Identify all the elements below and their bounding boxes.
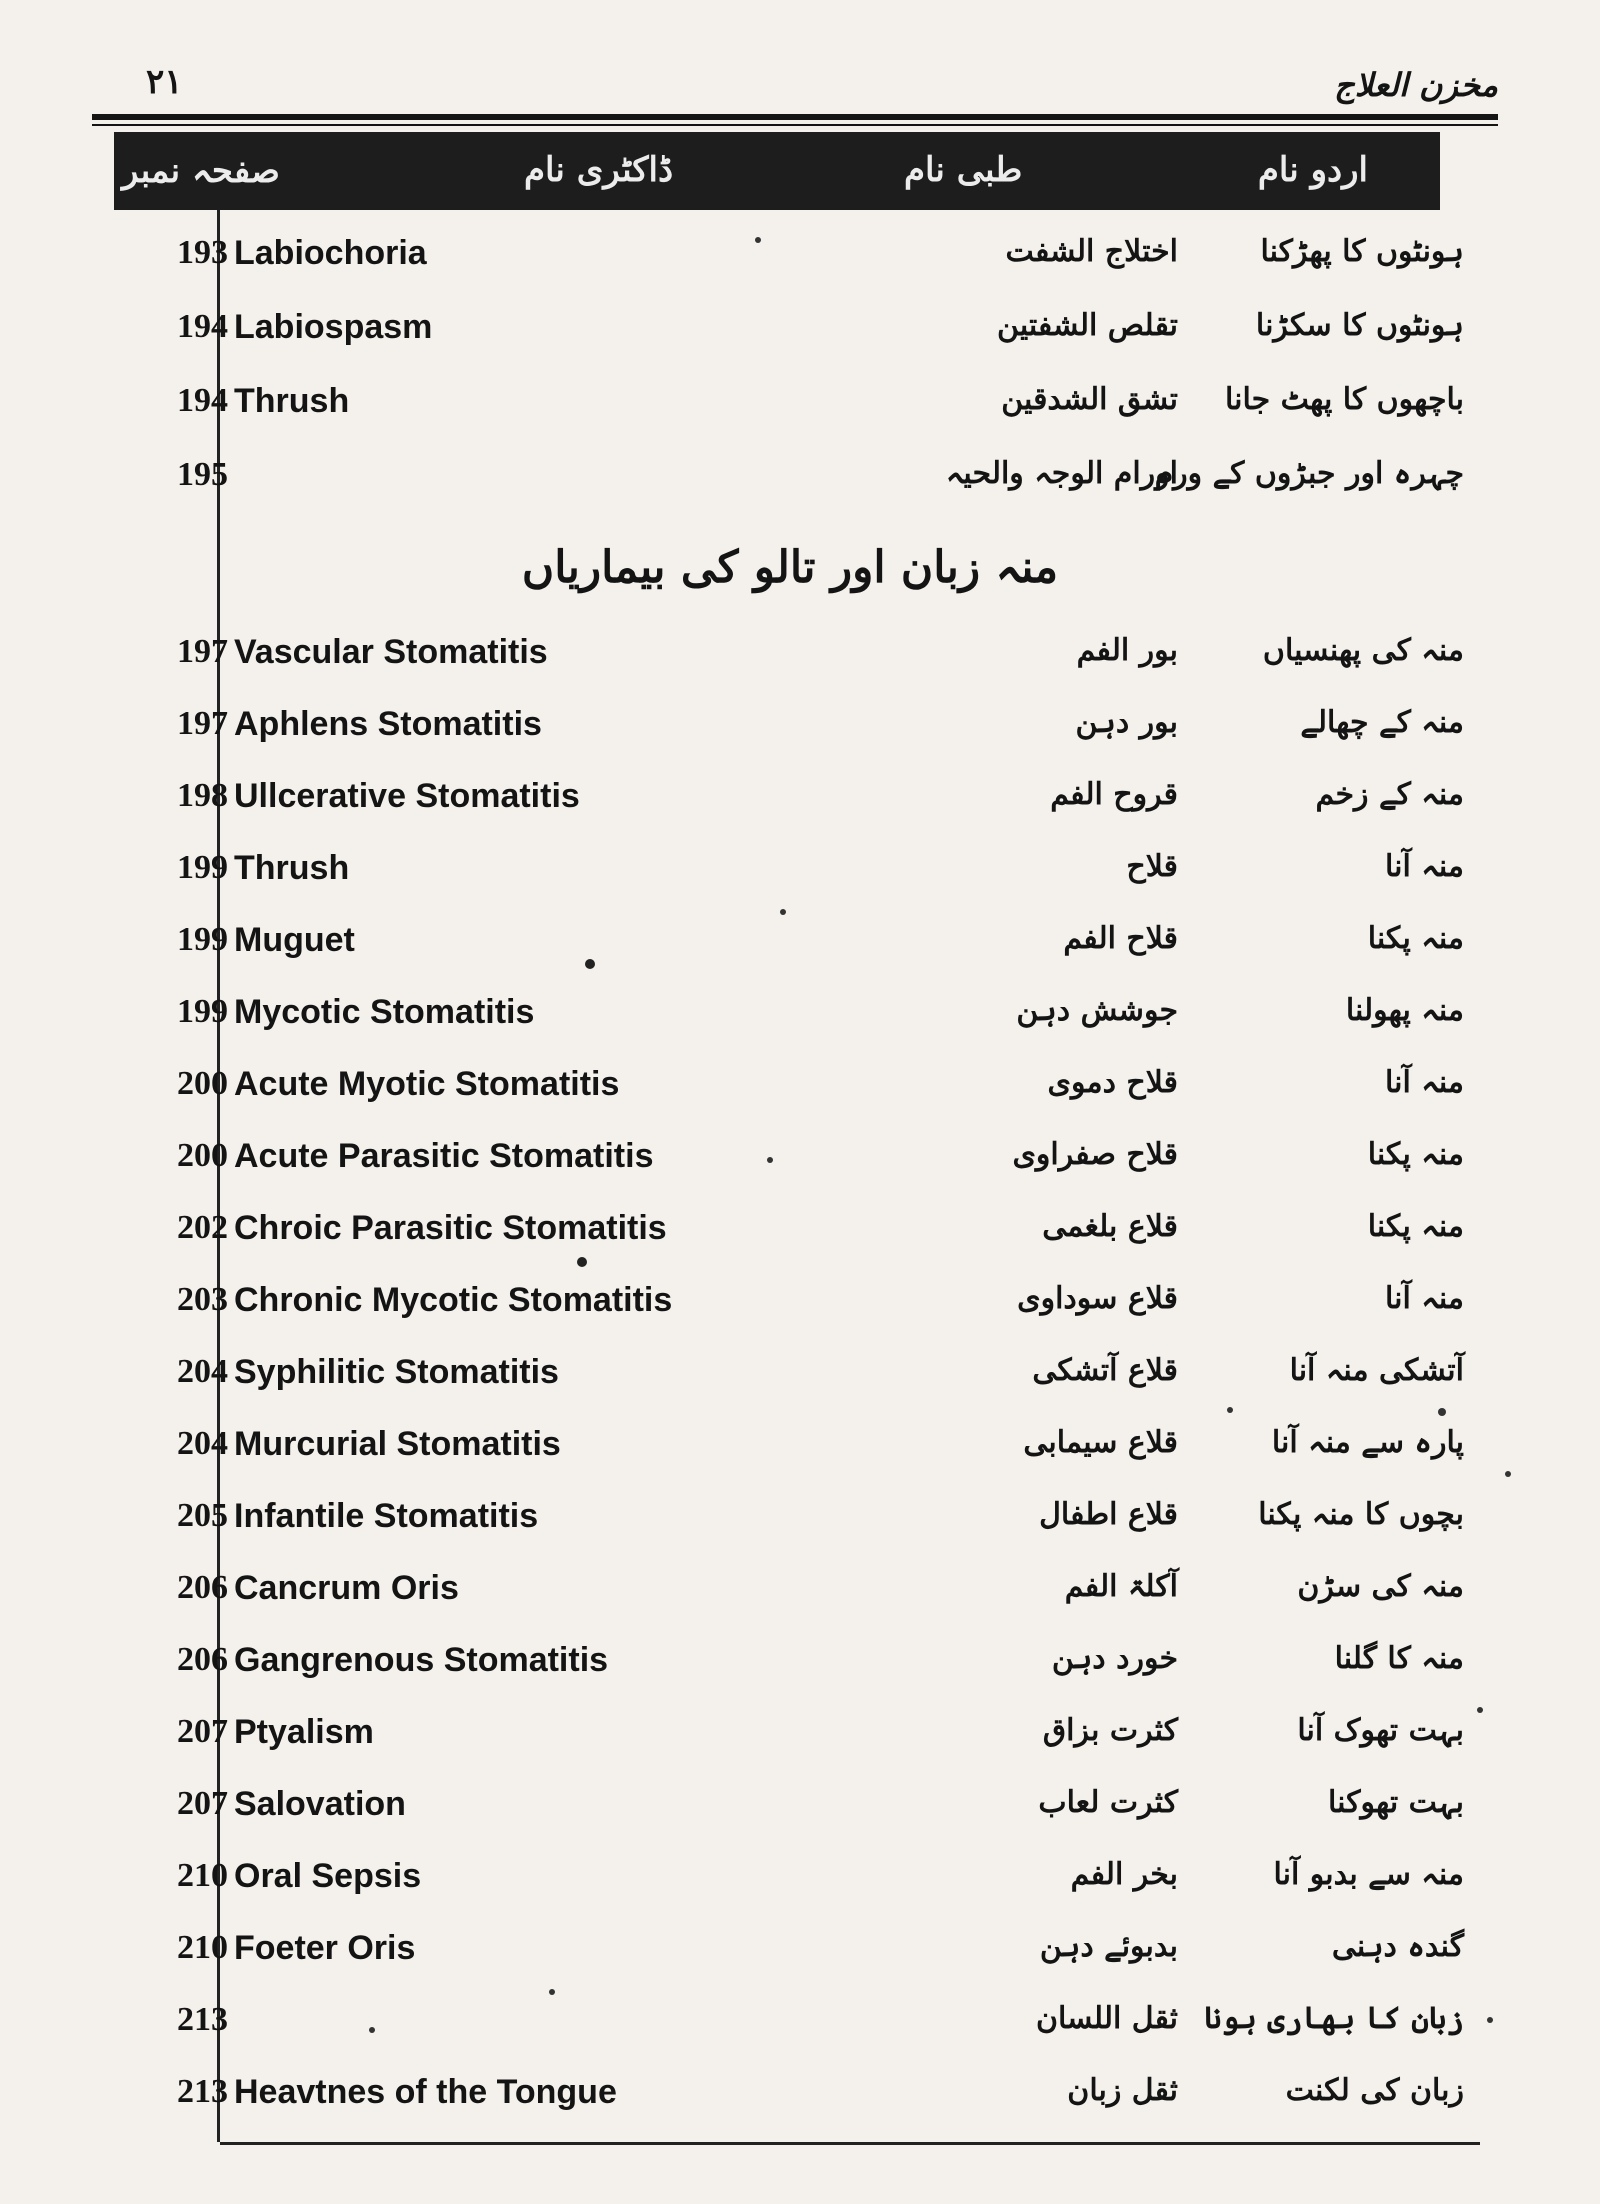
table-row <box>114 915 1474 967</box>
urdu-name-cell: منہ کا گلنا <box>1334 1641 1464 1676</box>
medical-name-cell: اختلاج الشفت <box>1005 234 1178 269</box>
page-number-cell: 198 <box>177 777 228 814</box>
table-row <box>114 1203 1474 1255</box>
urdu-name-cell: زبان کا بھاری ہونا <box>1204 2001 1464 2036</box>
table-row <box>114 1635 1474 1687</box>
page-number-cell: 203 <box>177 1281 228 1318</box>
doctor-name-cell: Infantile Stomatitis <box>234 1497 539 1535</box>
table-row <box>114 1779 1474 1831</box>
medical-name-cell: قلاع آتشکی <box>1032 1353 1178 1388</box>
page-number-cell: 205 <box>177 1497 228 1534</box>
column-header-medical-name: طبی نام <box>904 150 1023 190</box>
table-row <box>114 1491 1474 1543</box>
table-row <box>114 987 1474 1039</box>
page-number-cell: 206 <box>177 1569 228 1606</box>
medical-name-cell: قلاع سیمابی <box>1023 1425 1178 1460</box>
column-header-page: صفحہ نمبر <box>122 151 280 191</box>
header-rule-thin <box>92 124 1498 126</box>
doctor-name-cell: Mycotic Stomatitis <box>234 993 535 1031</box>
urdu-name-cell: منہ پھولنا <box>1345 993 1464 1028</box>
doctor-name-cell: Foeter Oris <box>234 1929 416 1967</box>
medical-name-cell: ثقل اللسان <box>1035 2001 1178 2036</box>
page-number-cell: 207 <box>177 1785 228 1822</box>
medical-name-cell: جوشش دہن <box>1016 993 1178 1028</box>
table-row <box>114 699 1474 751</box>
page-number-cell: 207 <box>177 1713 228 1750</box>
page-number-cell: 200 <box>177 1065 228 1102</box>
running-head <box>92 60 1498 110</box>
table-header <box>114 132 1440 210</box>
urdu-name-cell: بہت تھوک آنا <box>1297 1713 1464 1748</box>
medical-name-cell: بدبوئے دہن <box>1039 1929 1178 1964</box>
page-number-cell: 193 <box>177 234 228 271</box>
urdu-name-cell: منہ سے بدبو آنا <box>1273 1857 1464 1892</box>
medical-name-cell: تشق الشدقین <box>1001 382 1178 417</box>
page-number-cell: 199 <box>177 849 228 886</box>
doctor-name-cell: Acute Myotic Stomatitis <box>234 1065 620 1103</box>
urdu-name-cell: چہرہ اور جبڑوں کے ورم <box>1154 456 1464 491</box>
urdu-name-cell: منہ آنا <box>1385 1065 1464 1100</box>
urdu-name-cell: پارہ سے منہ آنا <box>1271 1425 1464 1460</box>
table-row <box>114 1419 1474 1471</box>
bottom-rule <box>220 2142 1480 2145</box>
medical-name-cell: آکلۃ الفم <box>1064 1569 1178 1604</box>
book-title: مخزن العلاج <box>1334 66 1498 104</box>
page-number-cell: 200 <box>177 1137 228 1174</box>
medical-name-cell: بور الفم <box>1076 633 1178 668</box>
table-row <box>114 1923 1474 1975</box>
page-number-cell: 197 <box>177 633 228 670</box>
doctor-name-cell: Vascular Stomatitis <box>234 633 548 671</box>
doctor-name-cell: Ullcerative Stomatitis <box>234 777 580 815</box>
urdu-name-cell: بہت تھوکنا <box>1328 1785 1464 1820</box>
doctor-name-cell: Oral Sepsis <box>234 1857 422 1895</box>
page-number-cell: 210 <box>177 1857 228 1894</box>
page-number-cell: 206 <box>177 1641 228 1678</box>
table-row <box>114 450 1474 502</box>
urdu-name-cell: منہ پکنا <box>1367 1209 1464 1244</box>
doctor-name-cell: Labiospasm <box>234 308 433 346</box>
doctor-name-cell: Cancrum Oris <box>234 1569 459 1607</box>
table-row <box>114 1059 1474 1111</box>
page-number-cell: 199 <box>177 993 228 1030</box>
urdu-name-cell: منہ کے زخم <box>1315 777 1464 812</box>
doctor-name-cell: Heavtnes of the Tongue <box>234 2073 617 2111</box>
table-row <box>114 1851 1474 1903</box>
urdu-name-cell: منہ آنا <box>1385 1281 1464 1316</box>
doctor-name-cell: Aphlens Stomatitis <box>234 705 542 743</box>
page-number: ۲۱ <box>146 62 183 102</box>
urdu-name-cell: ہونٹوں کا پھڑکنا <box>1260 234 1464 269</box>
table-row <box>114 1707 1474 1759</box>
doctor-name-cell: Ptyalism <box>234 1713 374 1751</box>
urdu-name-cell: منہ کے چھالے <box>1300 705 1464 740</box>
urdu-name-cell: منہ کی پھنسیاں <box>1262 633 1464 668</box>
table-row <box>114 843 1474 895</box>
header-rule <box>92 114 1498 120</box>
urdu-name-cell: آتشکی منہ آنا <box>1289 1353 1464 1388</box>
medical-name-cell: قلاح صفراوی <box>1012 1137 1178 1172</box>
page-number-cell: 213 <box>177 2073 228 2110</box>
page-number-cell: 204 <box>177 1353 228 1390</box>
medical-name-cell: قلاع بلغمی <box>1042 1209 1178 1244</box>
medical-name-cell: تقلص الشفتین <box>996 308 1178 343</box>
doctor-name-cell: Chroic Parasitic Stomatitis <box>234 1209 667 1247</box>
doctor-name-cell: Thrush <box>234 382 350 420</box>
doctor-name-cell: Muguet <box>234 921 355 959</box>
page-number-cell: 194 <box>177 382 228 419</box>
urdu-name-cell: منہ پکنا <box>1367 1137 1464 1172</box>
page-number-cell: 199 <box>177 921 228 958</box>
doctor-name-cell: Chronic Mycotic Stomatitis <box>234 1281 673 1319</box>
medical-name-cell: اورام الوجہ والحیہ <box>945 456 1178 491</box>
medical-name-cell: قلاح دموی <box>1047 1065 1178 1100</box>
urdu-name-cell: باچھوں کا پھٹ جانا <box>1225 382 1464 417</box>
page-number-cell: 213 <box>177 2001 228 2038</box>
medical-name-cell: بخر الفم <box>1070 1857 1178 1892</box>
column-header-urdu-name: اردو نام <box>1257 150 1368 190</box>
urdu-name-cell: ہونٹوں کا سکڑنا <box>1255 308 1464 343</box>
page-number-cell: 204 <box>177 1425 228 1462</box>
table-row <box>114 1995 1474 2047</box>
table-row <box>114 302 1474 354</box>
doctor-name-cell: Thrush <box>234 849 350 887</box>
urdu-name-cell: گندہ دہنی <box>1331 1929 1464 1964</box>
page-number-cell: 197 <box>177 705 228 742</box>
section-heading: منہ زبان اور تالو کی بیماریاں <box>521 542 1059 593</box>
medical-name-cell: ثقل زبان <box>1067 2073 1178 2108</box>
doctor-name-cell: Syphilitic Stomatitis <box>234 1353 559 1391</box>
table-row <box>114 376 1474 428</box>
table-row <box>114 1275 1474 1327</box>
table-row <box>114 627 1474 679</box>
medical-name-cell: قلاع سوداوی <box>1017 1281 1178 1316</box>
urdu-name-cell: منہ آنا <box>1385 849 1464 884</box>
table-row <box>114 1563 1474 1615</box>
table-row <box>114 1347 1474 1399</box>
table-row <box>114 771 1474 823</box>
doctor-name-cell: Acute Parasitic Stomatitis <box>234 1137 654 1175</box>
medical-name-cell: کثرت لعاب <box>1038 1785 1178 1820</box>
urdu-name-cell: بچوں کا منہ پکنا <box>1258 1497 1464 1532</box>
doctor-name-cell: Labiochoria <box>234 234 427 272</box>
medical-name-cell: قلاح <box>1126 849 1178 884</box>
urdu-name-cell: زبان کی لکنت <box>1285 2073 1464 2108</box>
table-row <box>114 2067 1474 2119</box>
medical-name-cell: قروح الفم <box>1050 777 1178 812</box>
medical-name-cell: کثرت بزاق <box>1042 1713 1178 1748</box>
page-number-cell: 194 <box>177 308 228 345</box>
page-number-cell: 195 <box>177 456 228 493</box>
doctor-name-cell: Salovation <box>234 1785 406 1823</box>
column-header-doctor-name: ڈاکٹری نام <box>524 150 674 190</box>
table-row <box>114 1131 1474 1183</box>
doctor-name-cell: Gangrenous Stomatitis <box>234 1641 609 1679</box>
medical-name-cell: خورد دہن <box>1051 1641 1178 1676</box>
urdu-name-cell: منہ پکنا <box>1367 921 1464 956</box>
medical-name-cell: قلاع اطفال <box>1039 1497 1178 1532</box>
table-row <box>114 228 1474 280</box>
page-number-cell: 202 <box>177 1209 228 1246</box>
doctor-name-cell: Murcurial Stomatitis <box>234 1425 561 1463</box>
medical-name-cell: بور دہن <box>1075 705 1178 740</box>
medical-name-cell: قلاح الفم <box>1063 921 1178 956</box>
urdu-name-cell: منہ کی سڑن <box>1297 1569 1464 1604</box>
page-number-cell: 210 <box>177 1929 228 1966</box>
